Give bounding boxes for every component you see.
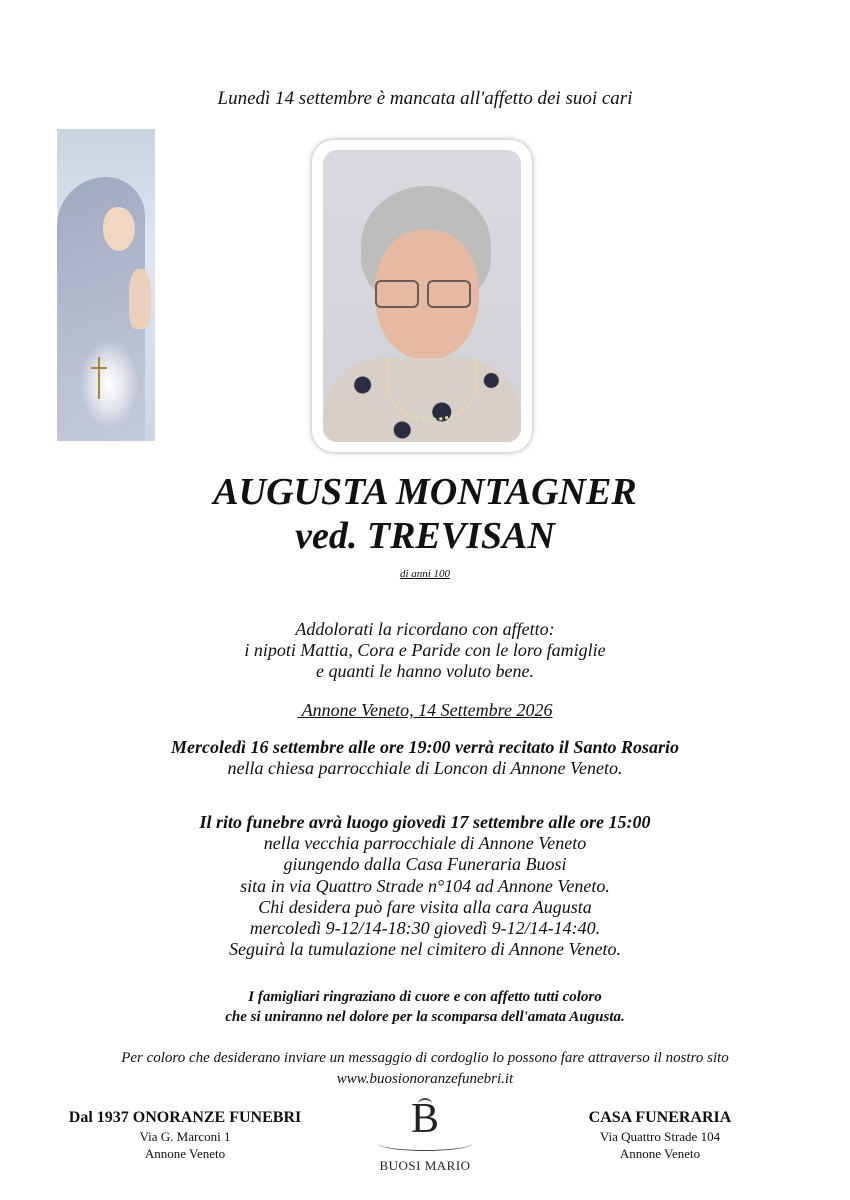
rosary-block: [0, 737, 850, 779]
footer-left: [50, 1108, 320, 1162]
footer-right-address: Via Quattro Strade 104: [599, 1129, 721, 1144]
funeral-line: Seguirà la tumulazione nel cimitero di Annone Veneto.: [229, 939, 621, 960]
deceased-name: AUGUSTA MONTAGNER: [213, 471, 637, 513]
footer-left-title: Dal 1937 ONORANZE FUNEBRI: [68, 1109, 302, 1126]
condolence-text: Per coloro che desiderano inviare un messaggio di cordoglio lo possono fare attraverso il nostro sito: [121, 1050, 729, 1066]
footer-right-title: CASA FUNERARIA: [588, 1109, 732, 1126]
deceased-married-name: ved. TREVISAN: [295, 515, 555, 557]
logo-brand-name: BUOSI MARIO: [379, 1158, 471, 1173]
funeral-headline: Il rito funebre avrà luogo giovedì 17 settembre alle ore 15:00: [199, 812, 651, 832]
mourners-line: Addolorati la ricordano con affetto:: [295, 619, 555, 639]
brand-logo: [370, 1098, 480, 1178]
thanks-block: [0, 987, 850, 1027]
intro-text: Lunedì 14 settembre è mancata all'affetto dei suoi cari: [217, 88, 633, 109]
deceased-age: di anni 100: [399, 568, 451, 580]
funeral-line: mercoledì 9-12/14-18:30 giovedì 9-12/14-14:40.: [249, 918, 601, 939]
madonna-image: [57, 129, 155, 441]
funeral-line: Chi desidera può fare visita alla cara Augusta: [258, 896, 592, 917]
portrait-photo: [323, 150, 521, 442]
portrait-frame: [312, 140, 532, 452]
funeral-block: [0, 812, 850, 960]
funeral-line: giungendo dalla Casa Funeraria Buosi: [283, 854, 567, 875]
mourners-line: e quanti le hanno voluto bene.: [316, 661, 534, 681]
footer-right-city: Annone Veneto: [619, 1146, 701, 1161]
thanks-line: che si uniranno nel dolore per la scomparsa dell'amata Augusta.: [225, 1009, 625, 1025]
cross-icon: [98, 357, 100, 399]
thanks-line: I famigliari ringraziano di cuore e con affetto tutti coloro: [248, 989, 602, 1005]
footer-right: [560, 1108, 760, 1162]
rosary-detail: nella chiesa parrocchiale di Loncon di Annone Veneto.: [227, 758, 623, 778]
logo-monogram: B: [410, 1096, 439, 1142]
place-date: Annone Veneto, 14 Settembre 2026: [297, 700, 553, 720]
funeral-line: sita in via Quattro Strade n°104 ad Annone Veneto.: [240, 875, 610, 896]
mourners-block: [0, 619, 850, 682]
footer-left-address: Via G. Marconi 1: [139, 1129, 231, 1144]
mourners-line: i nipoti Mattia, Cora e Paride con le loro famiglie: [244, 640, 606, 660]
funeral-line: nella vecchia parrocchiale di Annone Veneto: [263, 833, 587, 854]
condolence-web-block: [0, 1048, 850, 1090]
footer-left-city: Annone Veneto: [144, 1146, 226, 1161]
website-link[interactable]: www.buosionoranzefunebri.it: [336, 1071, 514, 1087]
rosary-headline: Mercoledì 16 settembre alle ore 19:00 verrà recitato il Santo Rosario: [171, 737, 679, 757]
